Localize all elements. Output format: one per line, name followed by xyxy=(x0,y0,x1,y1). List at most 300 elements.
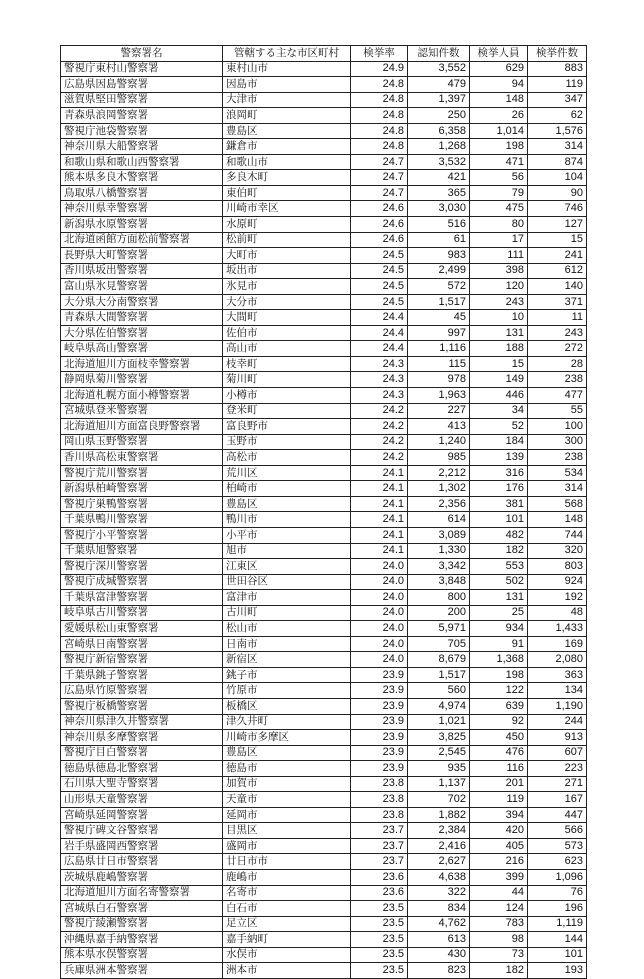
arrested-persons-cell: 381 xyxy=(470,496,528,512)
arrested-persons-cell: 934 xyxy=(470,621,528,637)
arrested-persons-cell: 471 xyxy=(470,154,528,170)
station-name-cell: 警視庁碑文谷警察署 xyxy=(61,823,223,839)
recognized-cases-cell: 572 xyxy=(408,279,470,295)
cleared-cases-cell: 746 xyxy=(528,201,587,217)
clearance-rate-cell: 24.5 xyxy=(351,279,408,295)
cleared-cases-cell: 90 xyxy=(528,185,587,201)
station-name-cell: 沖縄県嘉手納警察署 xyxy=(61,932,223,948)
table-row xyxy=(61,901,587,917)
table-row xyxy=(61,667,587,683)
municipality-cell: 浪岡町 xyxy=(223,108,351,124)
arrested-persons-cell: 131 xyxy=(470,325,528,341)
table-body xyxy=(61,61,587,978)
arrested-persons-cell: 44 xyxy=(470,885,528,901)
table-row xyxy=(61,356,587,372)
station-name-cell: 北海道旭川方面富良野警察署 xyxy=(61,419,223,435)
municipality-cell: 氷見市 xyxy=(223,279,351,295)
cleared-cases-cell: 244 xyxy=(528,714,587,730)
arrested-persons-cell: 124 xyxy=(470,901,528,917)
municipality-cell: 天童市 xyxy=(223,792,351,808)
cleared-cases-cell: 119 xyxy=(528,77,587,93)
arrested-persons-cell: 25 xyxy=(470,605,528,621)
recognized-cases-cell: 4,638 xyxy=(408,869,470,885)
arrested-persons-cell: 139 xyxy=(470,450,528,466)
arrested-persons-cell: 92 xyxy=(470,714,528,730)
recognized-cases-cell: 3,848 xyxy=(408,574,470,590)
cleared-cases-cell: 271 xyxy=(528,776,587,792)
clearance-rate-cell: 23.9 xyxy=(351,745,408,761)
municipality-cell: 富津市 xyxy=(223,590,351,606)
municipality-cell: 東村山市 xyxy=(223,61,351,77)
arrested-persons-cell: 182 xyxy=(470,963,528,979)
arrested-persons-cell: 91 xyxy=(470,636,528,652)
police-station-table xyxy=(60,45,587,979)
station-name-cell: 神奈川県大船警察署 xyxy=(61,139,223,155)
clearance-rate-cell: 23.9 xyxy=(351,698,408,714)
recognized-cases-cell: 702 xyxy=(408,792,470,808)
recognized-cases-cell: 3,342 xyxy=(408,559,470,575)
arrested-persons-cell: 398 xyxy=(470,263,528,279)
cleared-cases-cell: 196 xyxy=(528,901,587,917)
arrested-persons-cell: 475 xyxy=(470,201,528,217)
table-row xyxy=(61,590,587,606)
cleared-cases-cell: 883 xyxy=(528,61,587,77)
clearance-rate-cell: 23.7 xyxy=(351,854,408,870)
clearance-rate-cell: 24.2 xyxy=(351,450,408,466)
municipality-cell: 小樽市 xyxy=(223,388,351,404)
cleared-cases-cell: 347 xyxy=(528,92,587,108)
recognized-cases-cell: 2,545 xyxy=(408,745,470,761)
station-name-cell: 山形県天童警察署 xyxy=(61,792,223,808)
arrested-persons-cell: 176 xyxy=(470,481,528,497)
table-row xyxy=(61,310,587,326)
recognized-cases-cell: 1,116 xyxy=(408,341,470,357)
table-row xyxy=(61,776,587,792)
cleared-cases-cell: 623 xyxy=(528,854,587,870)
arrested-persons-cell: 1,368 xyxy=(470,652,528,668)
cleared-cases-cell: 192 xyxy=(528,590,587,606)
cleared-cases-cell: 1,576 xyxy=(528,123,587,139)
clearance-rate-cell: 24.0 xyxy=(351,605,408,621)
arrested-persons-cell: 52 xyxy=(470,419,528,435)
cleared-cases-cell: 140 xyxy=(528,279,587,295)
clearance-rate-cell: 24.8 xyxy=(351,108,408,124)
clearance-rate-cell: 24.5 xyxy=(351,248,408,264)
arrested-persons-cell: 120 xyxy=(470,279,528,295)
table-row xyxy=(61,559,587,575)
clearance-rate-cell: 24.8 xyxy=(351,123,408,139)
table-row xyxy=(61,341,587,357)
table-row xyxy=(61,838,587,854)
recognized-cases-cell: 227 xyxy=(408,403,470,419)
station-name-cell: 神奈川県多摩警察署 xyxy=(61,730,223,746)
municipality-cell: 盛岡市 xyxy=(223,838,351,854)
recognized-cases-cell: 800 xyxy=(408,590,470,606)
municipality-cell: 因島市 xyxy=(223,77,351,93)
municipality-cell: 豊島区 xyxy=(223,745,351,761)
municipality-cell: 竹原市 xyxy=(223,683,351,699)
table-header-row xyxy=(61,46,587,62)
table-row xyxy=(61,154,587,170)
recognized-cases-cell: 421 xyxy=(408,170,470,186)
recognized-cases-cell: 115 xyxy=(408,356,470,372)
clearance-rate-cell: 24.5 xyxy=(351,263,408,279)
municipality-cell: 川崎市多摩区 xyxy=(223,730,351,746)
arrested-persons-cell: 476 xyxy=(470,745,528,761)
header-clearance-rate: 検挙率 xyxy=(351,46,408,62)
table-row xyxy=(61,745,587,761)
municipality-cell: 延岡市 xyxy=(223,807,351,823)
recognized-cases-cell: 2,212 xyxy=(408,465,470,481)
municipality-cell: 鴨川市 xyxy=(223,512,351,528)
arrested-persons-cell: 420 xyxy=(470,823,528,839)
cleared-cases-cell: 76 xyxy=(528,885,587,901)
clearance-rate-cell: 24.6 xyxy=(351,232,408,248)
recognized-cases-cell: 2,384 xyxy=(408,823,470,839)
municipality-cell: 板橋区 xyxy=(223,698,351,714)
station-name-cell: 広島県廿日市警察署 xyxy=(61,854,223,870)
recognized-cases-cell: 1,240 xyxy=(408,434,470,450)
arrested-persons-cell: 216 xyxy=(470,854,528,870)
arrested-persons-cell: 111 xyxy=(470,248,528,264)
cleared-cases-cell: 913 xyxy=(528,730,587,746)
clearance-rate-cell: 24.7 xyxy=(351,185,408,201)
recognized-cases-cell: 516 xyxy=(408,217,470,233)
cleared-cases-cell: 11 xyxy=(528,310,587,326)
municipality-cell: 菊川町 xyxy=(223,372,351,388)
station-name-cell: 新潟県水原警察署 xyxy=(61,217,223,233)
municipality-cell: 名寄市 xyxy=(223,885,351,901)
station-name-cell: 警視庁深川警察署 xyxy=(61,559,223,575)
arrested-persons-cell: 450 xyxy=(470,730,528,746)
municipality-cell: 鎌倉市 xyxy=(223,139,351,155)
municipality-cell: 和歌山市 xyxy=(223,154,351,170)
recognized-cases-cell: 200 xyxy=(408,605,470,621)
municipality-cell: 小平市 xyxy=(223,527,351,543)
cleared-cases-cell: 104 xyxy=(528,170,587,186)
arrested-persons-cell: 116 xyxy=(470,761,528,777)
recognized-cases-cell: 413 xyxy=(408,419,470,435)
arrested-persons-cell: 399 xyxy=(470,869,528,885)
arrested-persons-cell: 198 xyxy=(470,667,528,683)
recognized-cases-cell: 997 xyxy=(408,325,470,341)
cleared-cases-cell: 371 xyxy=(528,294,587,310)
header-recognized-cases: 認知件数 xyxy=(408,46,470,62)
station-name-cell: 青森県浪岡警察署 xyxy=(61,108,223,124)
clearance-rate-cell: 24.1 xyxy=(351,496,408,512)
station-name-cell: 鳥取県八橋警察署 xyxy=(61,185,223,201)
station-name-cell: 長野県大町警察署 xyxy=(61,248,223,264)
clearance-rate-cell: 24.8 xyxy=(351,92,408,108)
table-row xyxy=(61,403,587,419)
header-arrested-persons: 検挙人員 xyxy=(470,46,528,62)
station-name-cell: 神奈川県幸警察署 xyxy=(61,201,223,217)
clearance-rate-cell: 24.4 xyxy=(351,310,408,326)
arrested-persons-cell: 80 xyxy=(470,217,528,233)
station-name-cell: 千葉県鴨川警察署 xyxy=(61,512,223,528)
arrested-persons-cell: 10 xyxy=(470,310,528,326)
station-name-cell: 新潟県柏崎警察署 xyxy=(61,481,223,497)
recognized-cases-cell: 978 xyxy=(408,372,470,388)
clearance-rate-cell: 24.6 xyxy=(351,217,408,233)
table-row xyxy=(61,419,587,435)
recognized-cases-cell: 6,358 xyxy=(408,123,470,139)
station-name-cell: 岩手県盛岡西警察署 xyxy=(61,838,223,854)
table-row xyxy=(61,201,587,217)
table-row xyxy=(61,294,587,310)
cleared-cases-cell: 447 xyxy=(528,807,587,823)
cleared-cases-cell: 1,096 xyxy=(528,869,587,885)
table-row xyxy=(61,108,587,124)
station-name-cell: 警視庁板橋警察署 xyxy=(61,698,223,714)
arrested-persons-cell: 446 xyxy=(470,388,528,404)
table-row xyxy=(61,325,587,341)
municipality-cell: 目黒区 xyxy=(223,823,351,839)
cleared-cases-cell: 568 xyxy=(528,496,587,512)
table-row xyxy=(61,388,587,404)
cleared-cases-cell: 924 xyxy=(528,574,587,590)
clearance-rate-cell: 24.7 xyxy=(351,170,408,186)
table-row xyxy=(61,730,587,746)
clearance-rate-cell: 23.8 xyxy=(351,807,408,823)
municipality-cell: 大町市 xyxy=(223,248,351,264)
table-row xyxy=(61,123,587,139)
clearance-rate-cell: 24.1 xyxy=(351,481,408,497)
municipality-cell: 鹿嶋市 xyxy=(223,869,351,885)
table-row xyxy=(61,714,587,730)
table-row xyxy=(61,932,587,948)
municipality-cell: 大津市 xyxy=(223,92,351,108)
recognized-cases-cell: 3,552 xyxy=(408,61,470,77)
table-row xyxy=(61,683,587,699)
station-name-cell: 兵庫県洲本警察署 xyxy=(61,963,223,979)
station-name-cell: 警視庁綾瀬警察署 xyxy=(61,916,223,932)
clearance-rate-cell: 23.5 xyxy=(351,947,408,963)
municipality-cell: 水俣市 xyxy=(223,947,351,963)
station-name-cell: 石川県大聖寺警察署 xyxy=(61,776,223,792)
clearance-rate-cell: 24.1 xyxy=(351,512,408,528)
clearance-rate-cell: 24.4 xyxy=(351,325,408,341)
arrested-persons-cell: 119 xyxy=(470,792,528,808)
arrested-persons-cell: 94 xyxy=(470,77,528,93)
table-row xyxy=(61,496,587,512)
municipality-cell: 川崎市幸区 xyxy=(223,201,351,217)
station-name-cell: 警視庁東村山警察署 xyxy=(61,61,223,77)
recognized-cases-cell: 2,416 xyxy=(408,838,470,854)
municipality-cell: 洲本市 xyxy=(223,963,351,979)
cleared-cases-cell: 1,433 xyxy=(528,621,587,637)
arrested-persons-cell: 243 xyxy=(470,294,528,310)
table-row xyxy=(61,450,587,466)
arrested-persons-cell: 148 xyxy=(470,92,528,108)
arrested-persons-cell: 98 xyxy=(470,932,528,948)
station-name-cell: 北海道旭川方面枝幸警察署 xyxy=(61,356,223,372)
station-name-cell: 愛媛県松山東警察署 xyxy=(61,621,223,637)
station-name-cell: 徳島県徳島北警察署 xyxy=(61,761,223,777)
clearance-rate-cell: 24.5 xyxy=(351,294,408,310)
arrested-persons-cell: 26 xyxy=(470,108,528,124)
table-row xyxy=(61,92,587,108)
recognized-cases-cell: 61 xyxy=(408,232,470,248)
clearance-rate-cell: 23.6 xyxy=(351,885,408,901)
recognized-cases-cell: 2,356 xyxy=(408,496,470,512)
municipality-cell: 古川町 xyxy=(223,605,351,621)
recognized-cases-cell: 3,532 xyxy=(408,154,470,170)
station-name-cell: 香川県高松東警察署 xyxy=(61,450,223,466)
recognized-cases-cell: 250 xyxy=(408,108,470,124)
municipality-cell: 松前町 xyxy=(223,232,351,248)
recognized-cases-cell: 365 xyxy=(408,185,470,201)
cleared-cases-cell: 1,119 xyxy=(528,916,587,932)
station-name-cell: 広島県竹原警察署 xyxy=(61,683,223,699)
cleared-cases-cell: 167 xyxy=(528,792,587,808)
cleared-cases-cell: 477 xyxy=(528,388,587,404)
station-name-cell: 和歌山県和歌山西警察署 xyxy=(61,154,223,170)
municipality-cell: 嘉手納町 xyxy=(223,932,351,948)
clearance-rate-cell: 24.8 xyxy=(351,139,408,155)
recognized-cases-cell: 1,517 xyxy=(408,667,470,683)
cleared-cases-cell: 100 xyxy=(528,419,587,435)
recognized-cases-cell: 3,030 xyxy=(408,201,470,217)
table-row xyxy=(61,248,587,264)
recognized-cases-cell: 4,762 xyxy=(408,916,470,932)
station-name-cell: 北海道函館方面松前警察署 xyxy=(61,232,223,248)
station-name-cell: 千葉県旭警察署 xyxy=(61,543,223,559)
municipality-cell: 足立区 xyxy=(223,916,351,932)
station-name-cell: 宮崎県日南警察署 xyxy=(61,636,223,652)
table-row xyxy=(61,434,587,450)
clearance-rate-cell: 24.8 xyxy=(351,77,408,93)
municipality-cell: 大分市 xyxy=(223,294,351,310)
cleared-cases-cell: 314 xyxy=(528,139,587,155)
cleared-cases-cell: 1,190 xyxy=(528,698,587,714)
station-name-cell: 千葉県銚子警察署 xyxy=(61,667,223,683)
clearance-rate-cell: 23.9 xyxy=(351,667,408,683)
cleared-cases-cell: 223 xyxy=(528,761,587,777)
table-row xyxy=(61,543,587,559)
recognized-cases-cell: 1,397 xyxy=(408,92,470,108)
cleared-cases-cell: 534 xyxy=(528,465,587,481)
cleared-cases-cell: 169 xyxy=(528,636,587,652)
recognized-cases-cell: 8,679 xyxy=(408,652,470,668)
arrested-persons-cell: 639 xyxy=(470,698,528,714)
cleared-cases-cell: 241 xyxy=(528,248,587,264)
municipality-cell: 大間町 xyxy=(223,310,351,326)
cleared-cases-cell: 55 xyxy=(528,403,587,419)
cleared-cases-cell: 744 xyxy=(528,527,587,543)
recognized-cases-cell: 3,825 xyxy=(408,730,470,746)
recognized-cases-cell: 1,021 xyxy=(408,714,470,730)
municipality-cell: 加賀市 xyxy=(223,776,351,792)
arrested-persons-cell: 629 xyxy=(470,61,528,77)
station-name-cell: 茨城県鹿嶋警察署 xyxy=(61,869,223,885)
station-name-cell: 富山県氷見警察署 xyxy=(61,279,223,295)
clearance-rate-cell: 24.0 xyxy=(351,559,408,575)
clearance-rate-cell: 23.9 xyxy=(351,714,408,730)
municipality-cell: 坂出市 xyxy=(223,263,351,279)
table-row xyxy=(61,652,587,668)
station-name-cell: 香川県坂出警察署 xyxy=(61,263,223,279)
arrested-persons-cell: 15 xyxy=(470,356,528,372)
station-name-cell: 滋賀県堅田警察署 xyxy=(61,92,223,108)
clearance-rate-cell: 24.3 xyxy=(351,356,408,372)
table-row xyxy=(61,792,587,808)
station-name-cell: 警視庁巣鴨警察署 xyxy=(61,496,223,512)
municipality-cell: 日南市 xyxy=(223,636,351,652)
table-row xyxy=(61,869,587,885)
cleared-cases-cell: 612 xyxy=(528,263,587,279)
header-municipality: 管轄する主な市区町村 xyxy=(223,46,351,62)
arrested-persons-cell: 131 xyxy=(470,590,528,606)
municipality-cell: 豊島区 xyxy=(223,496,351,512)
table-row xyxy=(61,512,587,528)
recognized-cases-cell: 560 xyxy=(408,683,470,699)
table-row xyxy=(61,854,587,870)
station-name-cell: 岐阜県高山警察署 xyxy=(61,341,223,357)
arrested-persons-cell: 34 xyxy=(470,403,528,419)
clearance-rate-cell: 24.6 xyxy=(351,201,408,217)
municipality-cell: 江東区 xyxy=(223,559,351,575)
arrested-persons-cell: 201 xyxy=(470,776,528,792)
recognized-cases-cell: 983 xyxy=(408,248,470,264)
cleared-cases-cell: 127 xyxy=(528,217,587,233)
table-row xyxy=(61,185,587,201)
recognized-cases-cell: 322 xyxy=(408,885,470,901)
table-row xyxy=(61,761,587,777)
municipality-cell: 登米町 xyxy=(223,403,351,419)
cleared-cases-cell: 134 xyxy=(528,683,587,699)
municipality-cell: 柏崎市 xyxy=(223,481,351,497)
station-name-cell: 警視庁新宿警察署 xyxy=(61,652,223,668)
municipality-cell: 廿日市市 xyxy=(223,854,351,870)
table-row xyxy=(61,574,587,590)
municipality-cell: 玉野市 xyxy=(223,434,351,450)
table-row xyxy=(61,77,587,93)
table-row xyxy=(61,963,587,979)
table-row xyxy=(61,527,587,543)
station-name-cell: 北海道札幌方面小樽警察署 xyxy=(61,388,223,404)
cleared-cases-cell: 363 xyxy=(528,667,587,683)
municipality-cell: 多良木町 xyxy=(223,170,351,186)
cleared-cases-cell: 243 xyxy=(528,325,587,341)
station-name-cell: 警視庁池袋警察署 xyxy=(61,123,223,139)
municipality-cell: 高松市 xyxy=(223,450,351,466)
arrested-persons-cell: 182 xyxy=(470,543,528,559)
municipality-cell: 枝幸町 xyxy=(223,356,351,372)
municipality-cell: 佐伯市 xyxy=(223,325,351,341)
table-row xyxy=(61,170,587,186)
cleared-cases-cell: 28 xyxy=(528,356,587,372)
recognized-cases-cell: 1,302 xyxy=(408,481,470,497)
clearance-rate-cell: 24.1 xyxy=(351,465,408,481)
recognized-cases-cell: 479 xyxy=(408,77,470,93)
clearance-rate-cell: 24.4 xyxy=(351,341,408,357)
cleared-cases-cell: 48 xyxy=(528,605,587,621)
municipality-cell: 新宿区 xyxy=(223,652,351,668)
clearance-rate-cell: 24.7 xyxy=(351,154,408,170)
recognized-cases-cell: 4,974 xyxy=(408,698,470,714)
recognized-cases-cell: 1,882 xyxy=(408,807,470,823)
clearance-rate-cell: 24.0 xyxy=(351,621,408,637)
table-row xyxy=(61,916,587,932)
cleared-cases-cell: 238 xyxy=(528,372,587,388)
clearance-rate-cell: 24.2 xyxy=(351,434,408,450)
station-name-cell: 岡山県玉野警察署 xyxy=(61,434,223,450)
clearance-rate-cell: 24.9 xyxy=(351,61,408,77)
arrested-persons-cell: 184 xyxy=(470,434,528,450)
municipality-cell: 徳島市 xyxy=(223,761,351,777)
cleared-cases-cell: 144 xyxy=(528,932,587,948)
